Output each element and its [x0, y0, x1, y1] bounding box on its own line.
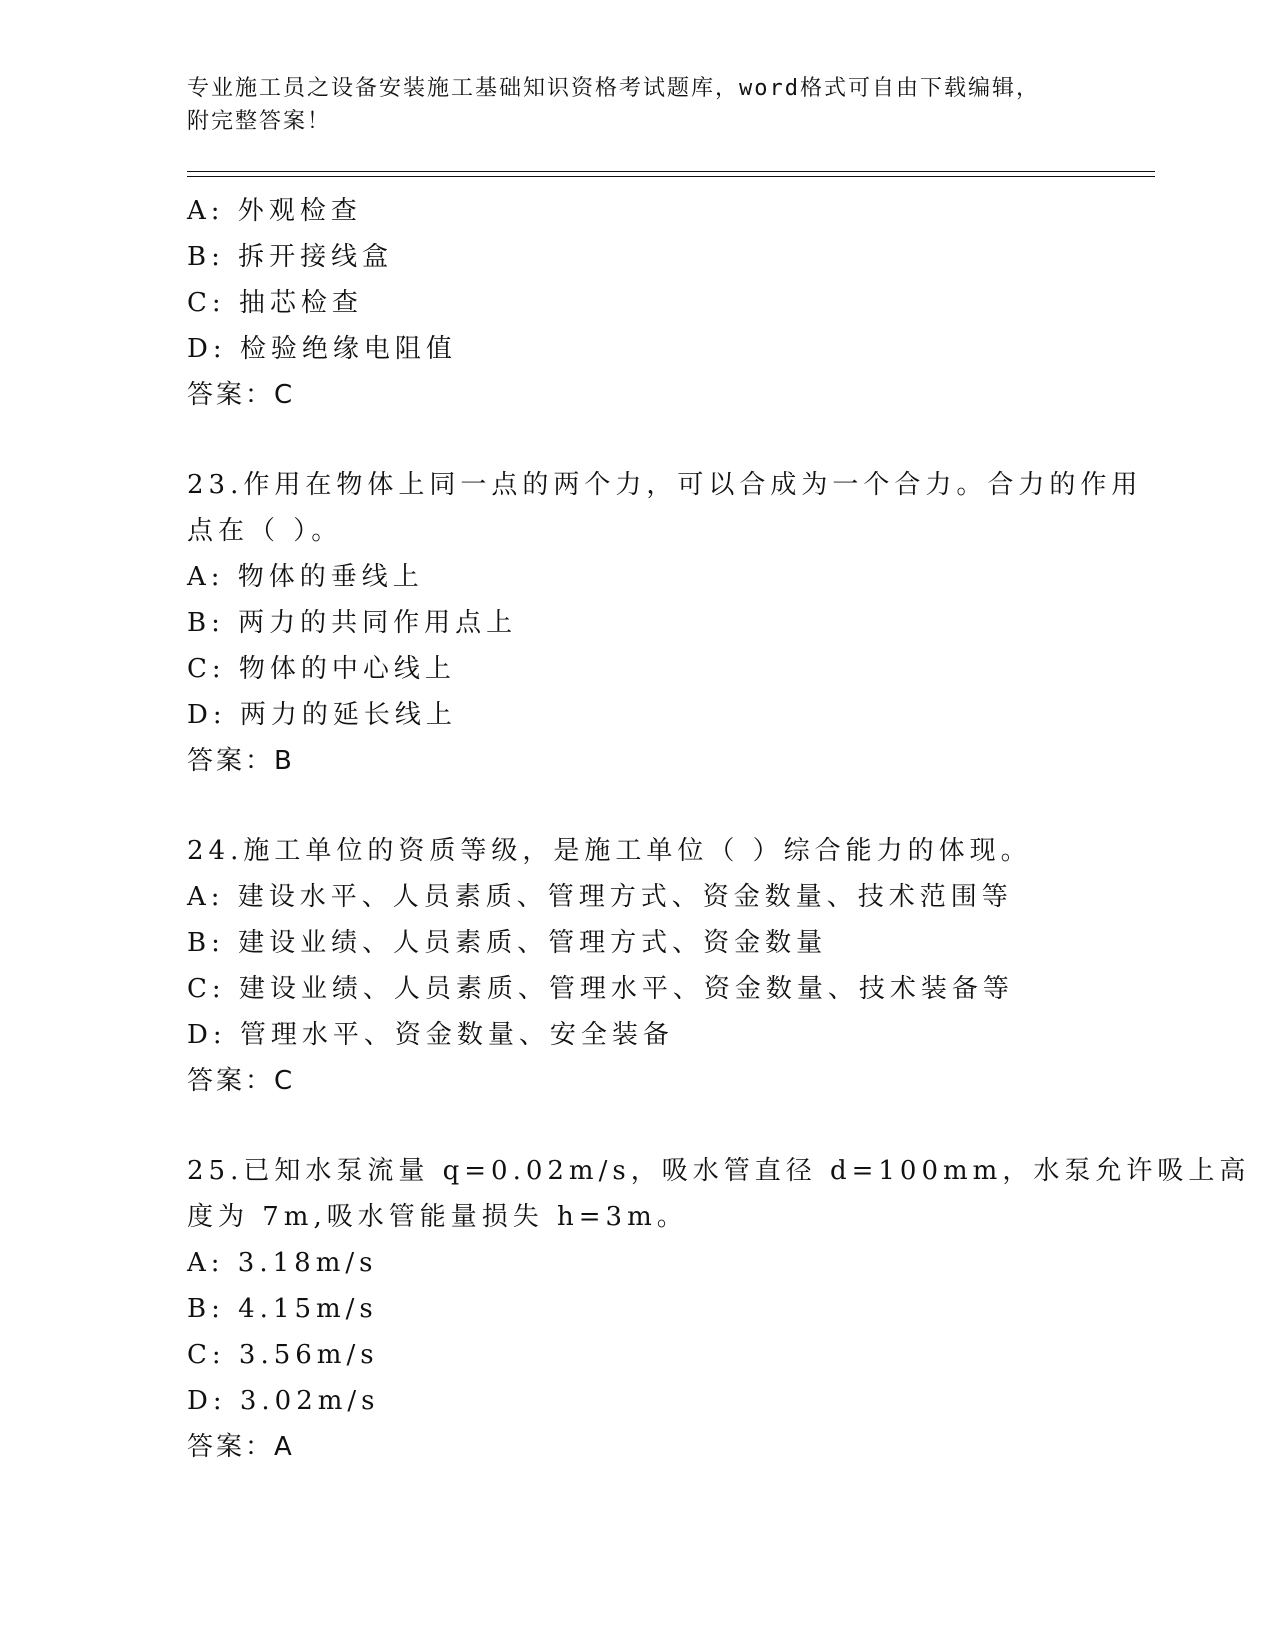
option-a: A: 物体的垂线上	[187, 562, 424, 592]
option-d: D: 管理水平、资金数量、安全装备	[187, 1020, 674, 1050]
question-stem-line: 度为 7m,吸水管能量损失 h=3m。	[187, 1202, 688, 1232]
option-c: C: 建设业绩、人员素质、管理水平、资金数量、技术装备等	[187, 974, 1014, 1004]
question-stem-line: 点在（ ）。	[187, 516, 343, 546]
document-header	[187, 72, 1067, 138]
question-block-25	[187, 1148, 1251, 1470]
option-a: A: 外观检查	[187, 196, 362, 226]
question-stem-line: 25.已知水泵流量 q=0.02m/s，吸水管直径 d=100mm，水泵允许吸上高	[187, 1156, 1251, 1186]
question-block-prev	[187, 188, 1107, 418]
answer-line: 答案：C	[187, 380, 296, 410]
option-c: C: 物体的中心线上	[187, 654, 456, 684]
question-stem-line: 23.作用在物体上同一点的两个力，可以合成为一个合力。合力的作用	[187, 470, 1143, 500]
header-divider-top	[187, 171, 1155, 172]
question-block-23	[187, 462, 1143, 784]
option-d: D: 检验绝缘电阻值	[187, 334, 457, 364]
option-a: A: 建设水平、人员素质、管理方式、资金数量、技术范围等	[187, 882, 1013, 912]
question-stem-line: 24.施工单位的资质等级，是施工单位（ ）综合能力的体现。	[187, 836, 1032, 866]
answer-line: 答案：C	[187, 1066, 296, 1096]
header-title-line-2: 附完整答案！	[187, 109, 332, 134]
question-block-24	[187, 828, 1107, 1104]
header-divider-bottom	[187, 176, 1155, 177]
option-c: C: 抽芯检查	[187, 288, 363, 318]
option-d: D: 两力的延长线上	[187, 700, 457, 730]
answer-line: 答案：A	[187, 1432, 295, 1462]
option-b: B: 4.15m/s	[187, 1294, 378, 1324]
answer-line: 答案：B	[187, 746, 295, 776]
option-b: B: 建设业绩、人员素质、管理方式、资金数量	[187, 928, 828, 958]
option-c: C: 3.56m/s	[187, 1340, 379, 1370]
option-b: B: 拆开接线盒	[187, 242, 394, 272]
header-title-line-1: 专业施工员之设备安装施工基础知识资格考试题库，word格式可自由下载编辑，	[187, 76, 1040, 101]
option-a: A: 3.18m/s	[187, 1248, 378, 1278]
question-list	[187, 188, 1251, 1470]
option-b: B: 两力的共同作用点上	[187, 608, 518, 638]
option-d: D: 3.02m/s	[187, 1386, 380, 1416]
